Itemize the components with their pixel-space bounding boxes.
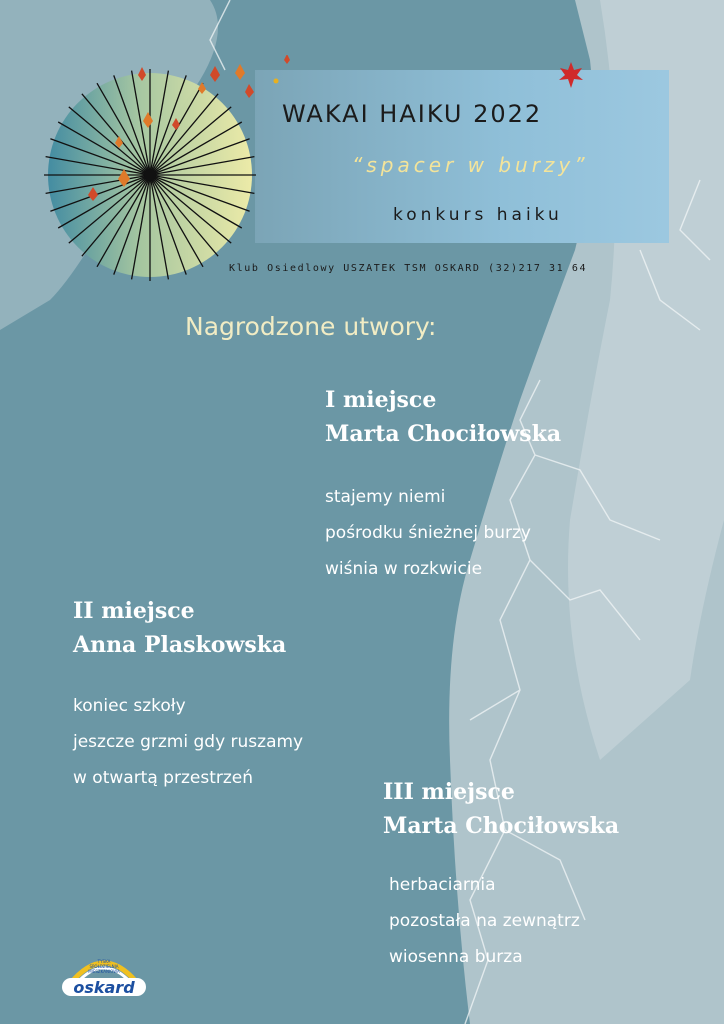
poem-third [389,867,580,975]
contest-label: konkurs haiku [393,205,563,225]
maple-leaf-icon [556,60,586,90]
poem-line: wiśnia w rozkwicie [325,559,483,579]
poem-line: stajemy niemi [325,487,446,507]
poem-line: koniec szkoły [73,696,186,716]
logo-caption-1: TYSKA [97,959,111,964]
awarded-works-heading: Nagrodzone utwory: [185,312,437,341]
prize-place: II miejsce [73,598,195,624]
poem-second [73,688,303,796]
prize-first [325,383,561,451]
prize-second [73,594,286,662]
logo-caption-2: SPÓŁDZIELNIA [89,964,119,969]
poem-line: w otwartą przestrzeń [73,768,254,788]
poem-line: pośrodku śnieżnej burzy [325,523,531,543]
poem-line: jeszcze grzmi gdy ruszamy [73,732,304,752]
poster-subtitle: “spacer w burzy” [352,153,589,177]
poem-line: herbaciarnia [389,875,496,895]
logo-wordmark: oskard [73,978,135,997]
logo-caption-3: MIESZKANIOWA [88,969,120,974]
club-info: Klub Osiedlowy USZATEK TSM OSKARD (32)217 31 64 [229,263,588,274]
prize-place: III miejsce [383,779,515,805]
prize-third [383,775,619,843]
prize-author: Marta Chociłowska [383,813,620,839]
prize-author: Anna Plaskowska [73,632,287,658]
poster-title: WAKAI HAIKU 2022 [282,100,543,128]
parasol-illustration [40,55,300,290]
poem-line: wiosenna burza [389,947,523,967]
prize-place: I miejsce [325,387,437,413]
prize-author: Marta Chociłowska [325,421,562,447]
poem-line: pozostała na zewnątrz [389,911,580,931]
poem-first [325,479,531,587]
oskard-logo [60,948,148,1000]
